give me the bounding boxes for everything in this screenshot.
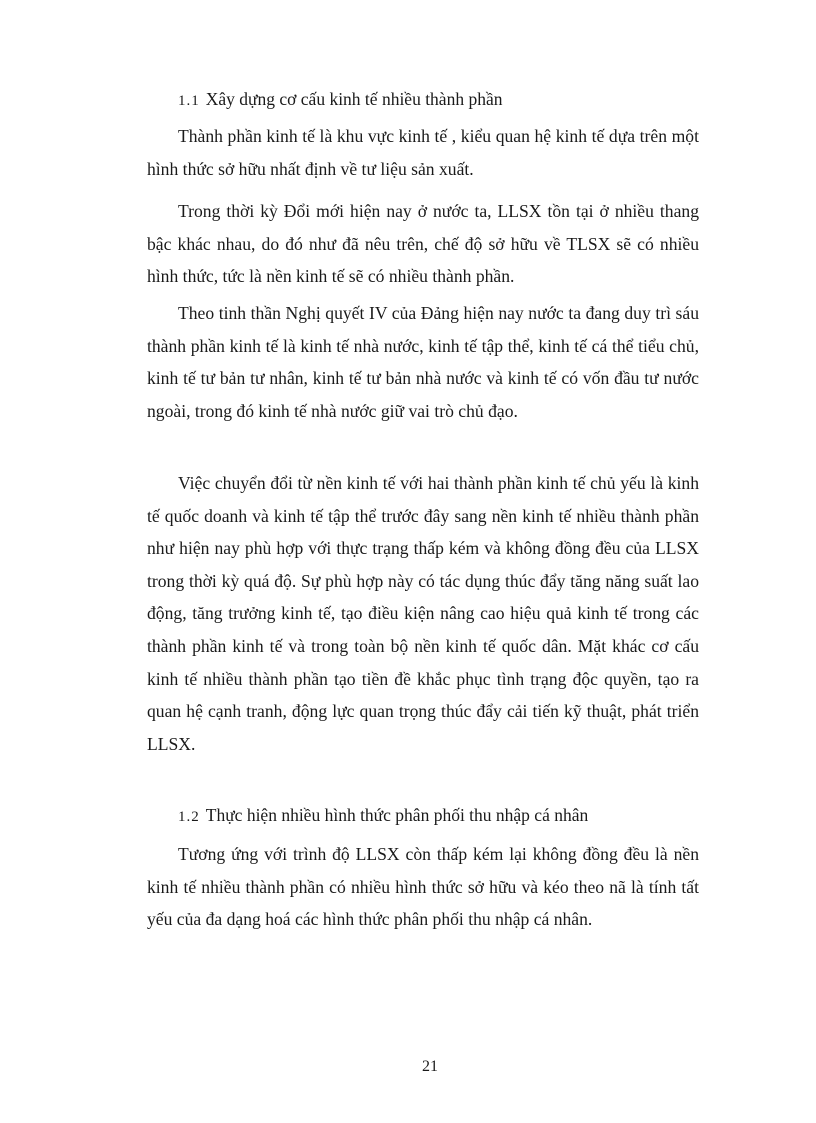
section-heading-1-2: [178, 804, 588, 828]
paragraph: Tương ứng với trình độ LLSX còn thấp kém lại không đồng đều là nền kinh tế nhiều thành phần có nhiều hình thức sở hữu và kéo theo nã là tính tất yếu của đa dạng hoá các hình thức phân phối thu nhập cá nhân.: [147, 844, 699, 930]
section-title: Thực hiện nhiều hình thức phân phối thu nhập cá nhân: [205, 805, 589, 825]
paragraph: Trong thời kỳ Đổi mới hiện nay ở nước ta, LLSX tồn tại ở nhiều thang bậc khác nhau, do đó như đã nêu trên, chế độ sở hữu về TLSX sẽ có nhiều hình thức, tức là nền kinh tế sẽ có nhiều thành phần.: [147, 201, 699, 287]
section-heading-1-1: [178, 88, 502, 112]
paragraph: Việc chuyển đổi từ nền kinh tế với hai thành phần kinh tế chủ yếu là kinh tế quốc doanh và kinh tế tập thể trước đây sang nền kinh tế nhiều thành phần như hiện nay phù hợp với thực trạng thấp kém và không đồng đều của LLSX trong thời kỳ quá độ. Sự phù hợp này có tác dụng thúc đẩy tăng năng suất lao động, tăng trưởng kinh tế, tạo điều kiện nâng cao hiệu quả kinh tế trong các thành phần kinh tế và trong toàn bộ nền kinh tế quốc dân. Mặt khác cơ cấu kinh tế nhiều thành phần tạo tiền đề khắc phục tình trạng độc quyền, tạo ra quan hệ cạnh tranh, động lực quan trọng thúc đẩy cải tiến kỹ thuật, phát triển LLSX.: [147, 473, 699, 754]
section-number: 1.2: [178, 809, 200, 825]
page-number: 21: [422, 1058, 438, 1075]
paragraph: Theo tinh thần Nghị quyết IV của Đảng hiện nay nước ta đang duy trì sáu thành phần kinh tế là kinh tế nhà nước, kinh tế tập thể, kinh tế cá thể tiểu chủ, kinh tế tư bản tư nhân, kinh tế tư bản nhà nước và kinh tế có vốn đầu tư nước ngoài, trong đó kinh tế nhà nước giữ vai trò chủ đạo.: [147, 303, 699, 421]
paragraph: Thành phần kinh tế là khu vực kinh tế , kiểu quan hệ kinh tế dựa trên một hình thức sở hữu nhất định về tư liệu sản xuất.: [147, 126, 699, 179]
section-title: Xây dựng cơ cấu kinh tế nhiều thành phần: [205, 89, 503, 109]
section-number: 1.1: [178, 93, 200, 109]
